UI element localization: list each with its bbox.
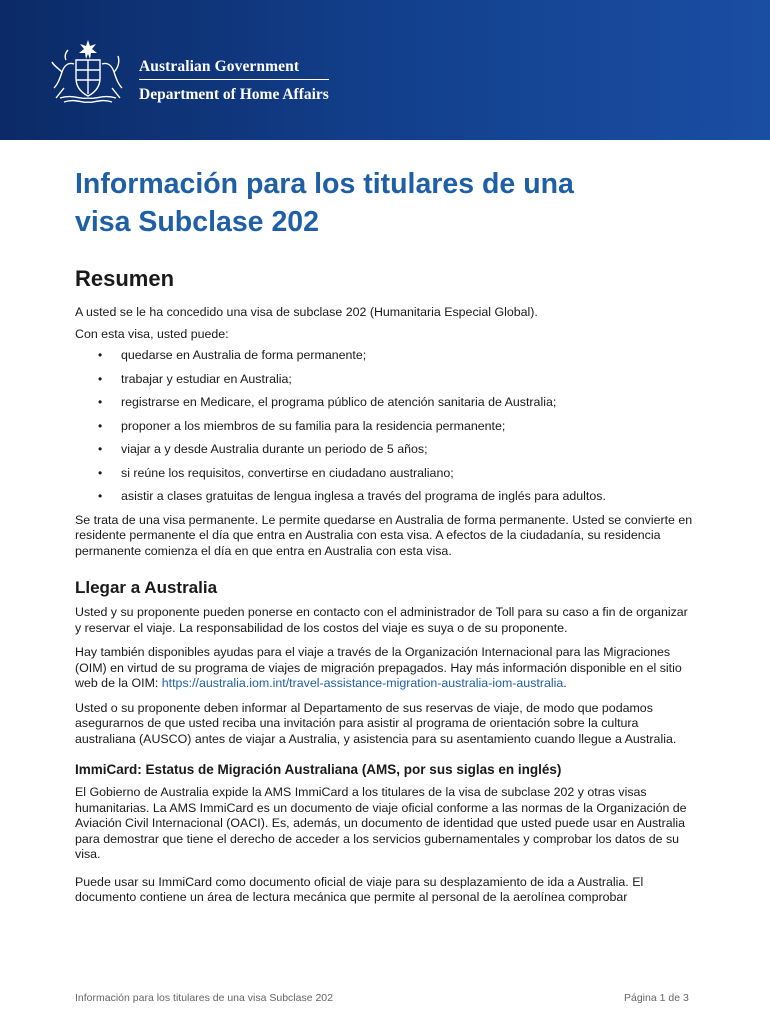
summary-closing: Se trata de una visa permanente. Le permite quedarse en Australia de forma permanente. Usted se convierte en residente permanente el día que entra en Australia con esta visa. A efectos de la ciudadanía, su residencia permanente comienza el día en que entra en Australia con esta visa. <box>75 512 693 558</box>
title-line-2: visa Subclase 202 <box>75 206 320 238</box>
iom-website-link[interactable]: https://australia.iom.int/travel-assistance-migration-australia-iom-australia <box>161 676 564 690</box>
permissions-list <box>75 348 695 505</box>
commonwealth-coat-of-arms-icon <box>42 38 134 106</box>
arrival-heading: Llegar a Australia <box>75 578 218 597</box>
department-name: Department of Home Affairs <box>139 86 329 103</box>
title-line-1: Información para los titulares de una <box>75 168 574 200</box>
arrival-paragraph-1: Usted y su proponente pueden ponerse en contacto con el administrador de Toll para su caso a fin de organizar y reservar el viaje. La responsabilidad de los costos del viaje es suya o de su proponente. <box>75 605 688 635</box>
government-name: Australian Government <box>139 58 300 75</box>
arrival-paragraph-2 <box>75 645 695 692</box>
immicard-paragraph-1: El Gobierno de Australia expide la AMS ImmiCard a los titulares de la visa de subclase 202 y otras visas humanitarias. La AMS ImmiCard es un documento de viaje oficial conforme a las normas de la Organización de Aviación Civil Internacional (OACI). Es, además, un documento de identidad que usted puede usar en Australia para demostrar que tiene el derecho de acceder a los servicios gubernamentales y comprobar los datos de su visa. <box>75 785 687 861</box>
immicard-heading: ImmiCard: Estatus de Migración Australiana (AMS, por sus siglas en inglés) <box>75 762 562 777</box>
list-item: • registrarse en Medicare, el programa público de atención sanitaria de Australia; <box>75 395 695 411</box>
document-body <box>75 165 695 906</box>
arrival-paragraph-2-end: . <box>563 676 567 690</box>
summary-heading: Resumen <box>75 266 175 291</box>
list-item: • asistir a clases gratuitas de lengua inglesa a través del programa de inglés para adultos. <box>75 489 695 505</box>
summary-intro: A usted se le ha concedido una visa de subclase 202 (Humanitaria Especial Global). <box>75 305 538 319</box>
list-item: • proponer a los miembros de su familia para la residencia permanente; <box>75 419 695 435</box>
list-item: • viajar a y desde Australia durante un periodo de 5 años; <box>75 442 695 458</box>
arrival-paragraph-2-text: Hay también disponibles ayudas para el viaje a través de la Organización Internacional para las Migraciones (OIM) en virtud de su programa de viajes de migración prepagados. Hay más información disponible en el sitio web de la OIM: <box>75 645 682 690</box>
arrival-paragraph-3: Usted o su proponente deben informar al Departamento de sus reservas de viaje, de modo que podamos asegurarnos de que usted reciba una invitación para asistir al programa de orientación sobre la cultura australiana (AUSCO) antes de viajar a Australia, y asistencia para su asentamiento cuando llegue a Australia. <box>75 700 677 746</box>
footer-document-name: Información para los titulares de una visa Subclase 202 <box>75 992 333 1004</box>
immicard-paragraph-2: Puede usar su ImmiCard como documento oficial de viaje para su desplazamiento de ida a Australia. El documento contiene un área de lectura mecánica que permite al personal de la aerolínea comprobar <box>75 874 644 904</box>
header-divider <box>139 79 329 80</box>
document-title <box>75 165 695 241</box>
list-item: • quedarse en Australia de forma permanente; <box>75 348 695 364</box>
footer-page-number: Página 1 de 3 <box>624 992 689 1004</box>
header-banner <box>0 0 770 140</box>
summary-lead: Con esta visa, usted puede: <box>75 326 229 341</box>
list-item: • trabajar y estudiar en Australia; <box>75 372 695 388</box>
list-item: • si reúne los requisitos, convertirse en ciudadano australiano; <box>75 466 695 482</box>
